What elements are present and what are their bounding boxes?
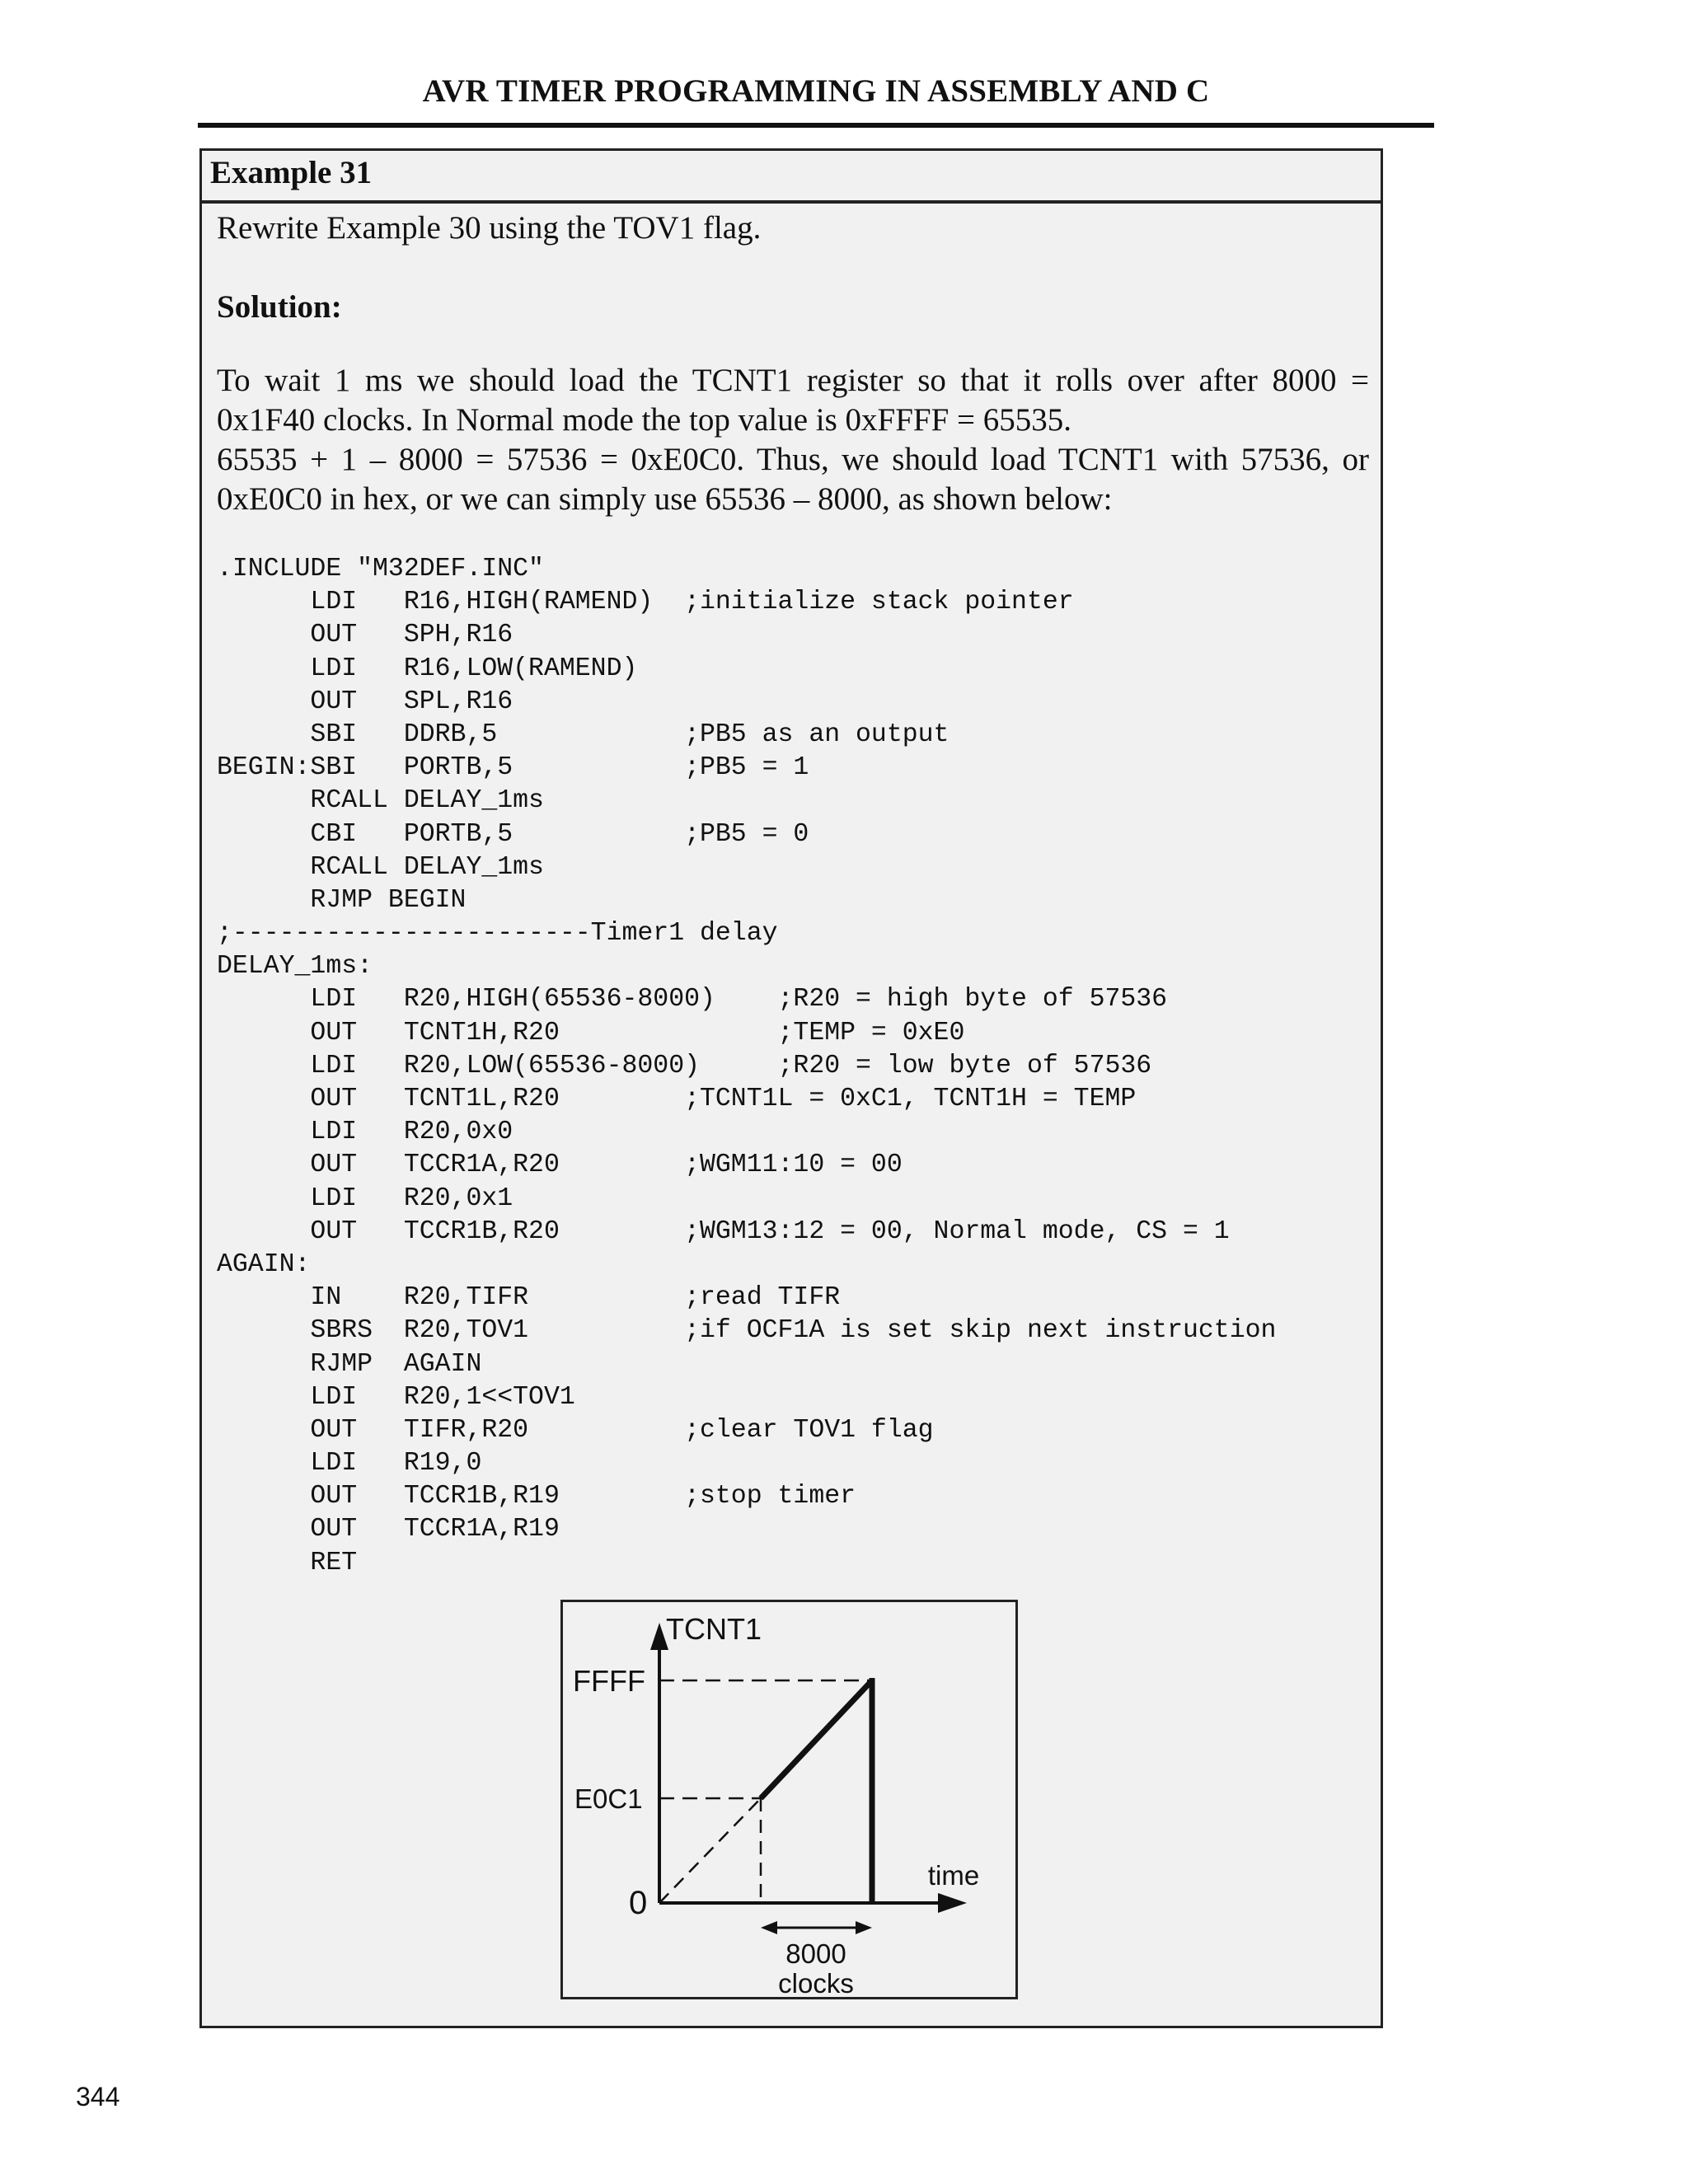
- count-ramp: [761, 1680, 872, 1798]
- solution-line-3: 65535 + 1 – 8000 = 57536 = 0xE0C0. Thus, we should load TCNT1 with 57536, or: [217, 442, 1369, 477]
- code-line: RJMP BEGIN: [217, 885, 467, 915]
- code-line: RET: [217, 1548, 358, 1577]
- span-right-arrowhead: [856, 1921, 872, 1934]
- example-title: Example 31: [210, 155, 373, 190]
- code-line: OUT SPH,R16: [217, 621, 513, 650]
- timer-diagram-svg: [563, 1602, 1015, 1997]
- solution-heading: Solution:: [217, 289, 342, 325]
- code-line: SBRS R20,TOV1 ;if OCF1A is set skip next instruction: [217, 1316, 1277, 1346]
- span-value-label: 8000: [785, 1938, 846, 1969]
- code-line: RCALL DELAY_1ms: [217, 786, 544, 816]
- code-line: OUT TIFR,R20 ;clear TOV1 flag: [217, 1415, 934, 1445]
- code-line: OUT TCNT1L,R20 ;TCNT1L = 0xC1, TCNT1H = TEMP: [217, 1085, 1137, 1113]
- code-line: AGAIN:: [217, 1249, 311, 1279]
- code-line: OUT TCCR1B,R19 ;stop timer: [217, 1482, 856, 1511]
- page-header-title: AVR TIMER PROGRAMMING IN ASSEMBLY AND C: [422, 73, 1210, 109]
- timer-diagram: [560, 1600, 1018, 1999]
- code-listing: [217, 553, 1276, 1580]
- code-line: LDI R20,HIGH(65536-8000) ;R20 = high byte of 57536: [217, 985, 1168, 1015]
- code-line: OUT TCCR1B,R20 ;WGM13:12 = 00, Normal mode, CS = 1: [217, 1216, 1230, 1246]
- code-line: .INCLUDE "M32DEF.INC": [217, 555, 544, 583]
- e0c1-label: E0C1: [574, 1783, 643, 1814]
- solution-line-1: To wait 1 ms we should load the TCNT1 register so that it rolls over after 8000 =: [217, 363, 1369, 398]
- origin-label: 0: [629, 1885, 648, 1921]
- span-unit-label: clocks: [778, 1968, 854, 1997]
- code-line: ;-----------------------Timer1 delay: [217, 919, 778, 949]
- code-line: LDI R16,LOW(RAMEND): [217, 654, 638, 683]
- ffff-label: FFFF: [573, 1664, 645, 1698]
- x-axis-arrowhead: [938, 1893, 967, 1913]
- code-line: LDI R20,1<<TOV1: [217, 1382, 575, 1412]
- code-line: LDI R20,LOW(65536-8000) ;R20 = low byte of 57536: [217, 1051, 1152, 1080]
- code-line: SBI DDRB,5 ;PB5 as an output: [217, 719, 950, 749]
- code-line: OUT TCNT1H,R20 ;TEMP = 0xE0: [217, 1018, 965, 1047]
- code-line: BEGIN:SBI PORTB,5 ;PB5 = 1: [217, 753, 809, 783]
- example-title-bar: [202, 151, 1381, 204]
- code-line: OUT TCCR1A,R20 ;WGM11:10 = 00: [217, 1151, 903, 1180]
- code-line: DELAY_1ms:: [217, 952, 373, 982]
- code-line: LDI R19,0: [217, 1449, 482, 1479]
- example-prompt: Rewrite Example 30 using the TOV1 flag.: [217, 210, 762, 246]
- code-line: OUT SPL,R16: [217, 687, 513, 716]
- code-line: LDI R20,0x1: [217, 1183, 513, 1213]
- code-line: CBI PORTB,5 ;PB5 = 0: [217, 819, 809, 849]
- code-line: LDI R20,0x0: [217, 1118, 513, 1147]
- example-box: [199, 148, 1383, 2028]
- solution-line-2: 0x1F40 clocks. In Normal mode the top value is 0xFFFF = 65535.: [217, 402, 1072, 438]
- page-number: 344: [76, 2082, 120, 2111]
- code-line: RCALL DELAY_1ms: [217, 852, 544, 882]
- solution-line-4: 0xE0C0 in hex, or we can simply use 65536 – 8000, as shown below:: [217, 481, 1113, 517]
- y-axis-label: TCNT1: [666, 1612, 762, 1646]
- code-line: IN R20,TIFR ;read TIFR: [217, 1283, 841, 1313]
- header-rule: [198, 123, 1434, 128]
- x-axis-label: time: [927, 1860, 980, 1891]
- code-line: LDI R16,HIGH(RAMEND) ;initialize stack pointer: [217, 588, 1074, 617]
- code-line: OUT TCCR1A,R19: [217, 1515, 560, 1544]
- code-line: RJMP AGAIN: [217, 1349, 482, 1379]
- span-left-arrowhead: [761, 1921, 777, 1934]
- implied-ramp-line: [659, 1798, 761, 1903]
